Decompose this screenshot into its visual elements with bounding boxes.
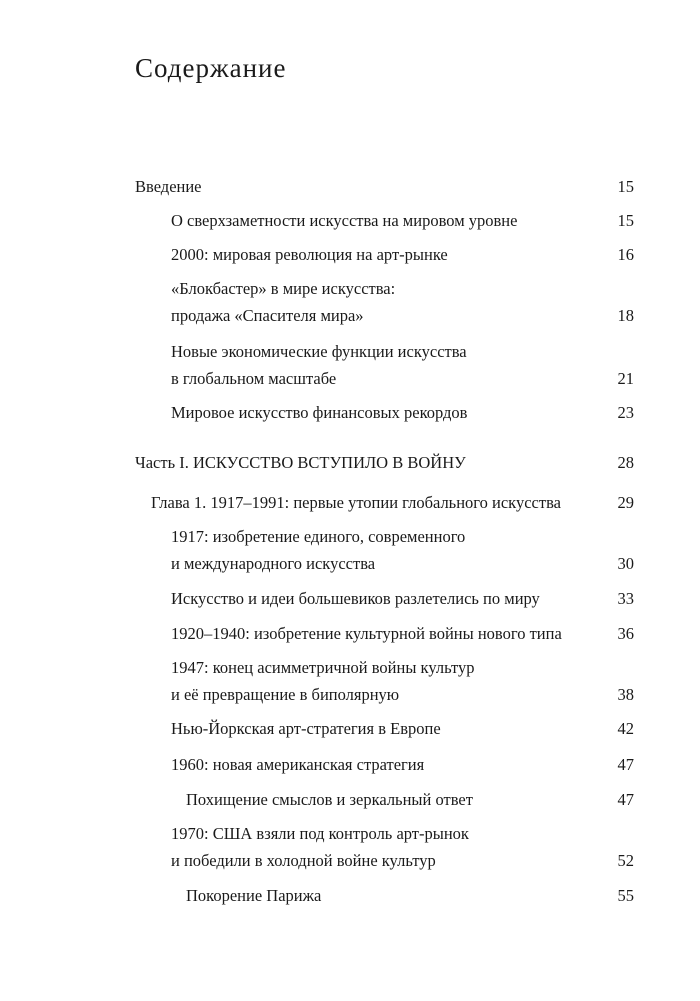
toc-entry[interactable]	[171, 207, 634, 234]
toc-entry[interactable]	[171, 585, 634, 612]
toc-entry-title: Нью-Йоркская арт-стратегия в Европе	[171, 719, 441, 738]
toc-page-number: 33	[617, 589, 634, 608]
toc-page-number: 16	[617, 245, 634, 264]
toc-entry[interactable]	[171, 620, 634, 647]
toc-entry-title: Покорение Парижа	[186, 886, 322, 905]
toc-page-number: 23	[617, 403, 634, 422]
toc-entry-title: Новые экономические функции искусства в глобальном масштабе	[171, 342, 467, 388]
toc-entry-title: 1947: конец асимметричной войны культур и её превращение в биполярную	[171, 658, 475, 704]
toc-entry-title: Похищение смыслов и зеркальный ответ	[186, 790, 473, 809]
toc-entry[interactable]	[171, 241, 634, 268]
toc-entry-part[interactable]	[135, 449, 634, 476]
toc-page-number: 38	[617, 685, 634, 704]
toc-entry-title: Мировое искусство финансовых рекордов	[171, 403, 468, 422]
toc-page-number: 15	[617, 211, 634, 230]
toc-page-number: 28	[617, 453, 634, 472]
toc-entry-title: Введение	[135, 177, 202, 196]
toc-entry[interactable]	[186, 786, 634, 813]
toc-page-number: 30	[617, 554, 634, 573]
toc-entry[interactable]	[186, 882, 634, 909]
toc-page-number: 47	[617, 755, 634, 774]
toc-entry[interactable]	[171, 275, 634, 329]
toc-entry-title: 2000: мировая революция на арт-рынке	[171, 245, 448, 264]
toc-entry[interactable]	[171, 654, 634, 708]
toc-entry[interactable]	[171, 715, 634, 742]
toc-entry-title: О сверхзаметности искусства на мировом уровне	[171, 211, 518, 230]
toc-entry-title: Часть I. ИСКУССТВО ВСТУПИЛО В ВОЙНУ	[135, 453, 466, 472]
page-title: Содержание	[135, 53, 287, 83]
toc-page-number: 42	[617, 719, 634, 738]
toc-page-number: 47	[617, 790, 634, 809]
toc-entry[interactable]	[171, 523, 634, 577]
toc-page-number: 29	[617, 493, 634, 512]
toc-entry-title: Искусство и идеи большевиков разлетелись по миру	[171, 589, 540, 608]
toc-entry-title: «Блокбастер» в мире искусства: продажа «Спасителя мира»	[171, 279, 396, 325]
toc-entry[interactable]	[171, 338, 634, 392]
toc-entry-introduction[interactable]	[135, 173, 634, 200]
toc-page-number: 15	[617, 177, 634, 196]
toc-entry-title: 1960: новая американская стратегия	[171, 755, 425, 774]
toc-page-number: 21	[617, 369, 634, 388]
toc-entry[interactable]	[171, 751, 634, 778]
toc-page-number: 52	[617, 851, 634, 870]
toc-entry-title: Глава 1. 1917–1991: первые утопии глобального искусства	[151, 493, 561, 512]
toc-page-number: 36	[617, 624, 634, 643]
toc-entry-title: 1970: США взяли под контроль арт-рынок и победили в холодной войне культур	[171, 824, 469, 870]
toc-entry-title: 1920–1940: изобретение культурной войны нового типа	[171, 624, 562, 643]
toc-entry-title: 1917: изобретение единого, современного и международного искусства	[171, 527, 466, 573]
toc-page-number: 55	[617, 886, 634, 905]
toc-entry[interactable]	[171, 820, 634, 874]
toc-page-number: 18	[617, 306, 634, 325]
toc-entry[interactable]	[171, 399, 634, 426]
toc-entry-chapter[interactable]	[151, 489, 634, 516]
